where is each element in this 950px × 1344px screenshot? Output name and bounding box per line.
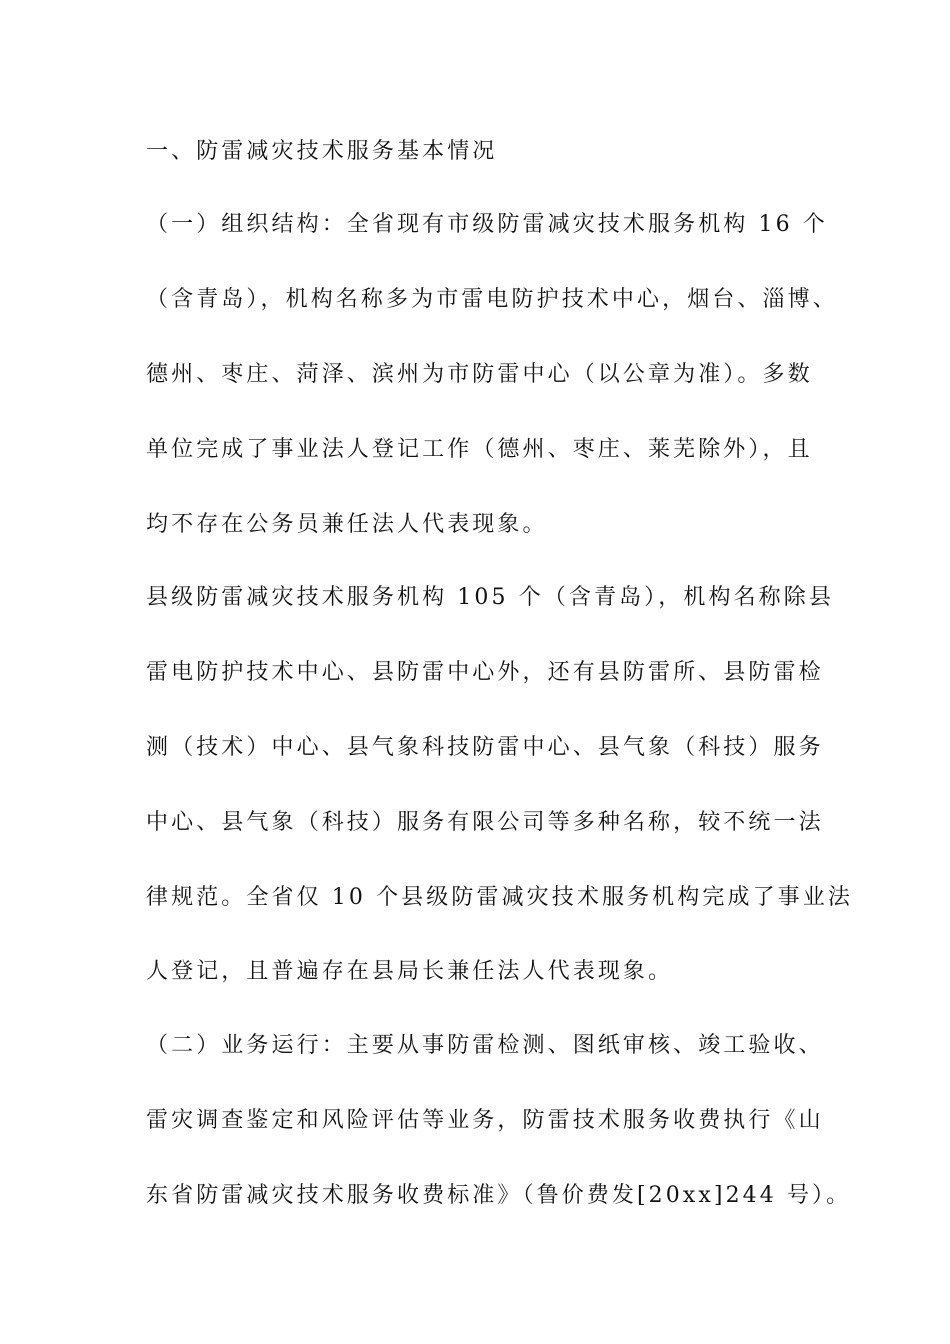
paragraph-line: 均不存在公务员兼任法人代表现象。 bbox=[146, 512, 548, 537]
paragraph-line: 雷灾调查鉴定和风险评估等业务，防雷技术服务收费执行《山 bbox=[146, 1108, 824, 1133]
paragraph-line: （二）业务运行：主要从事防雷检测、图纸审核、竣工验收、 bbox=[146, 1033, 824, 1058]
paragraph-line: 雷电防护技术中心、县防雷中心外，还有县防雷所、县防雷检 bbox=[146, 660, 824, 685]
paragraph-line: 单位完成了事业法人登记工作（德州、枣庄、莱芜除外），且 bbox=[146, 437, 813, 462]
paragraph-line: 县级防雷减灾技术服务机构 105 个（含青岛），机构名称除县 bbox=[146, 585, 834, 610]
paragraph-line: 测（技术）中心、县气象科技防雷中心、县气象（科技）服务 bbox=[146, 735, 824, 760]
paragraph-line: 中心、县气象（科技）服务有限公司等多种名称，较不统一法 bbox=[146, 810, 824, 835]
paragraph-line: 人登记，且普遍存在县局长兼任法人代表现象。 bbox=[146, 959, 674, 984]
paragraph-line: （含青岛），机构名称多为市雷电防护技术中心，烟台、淄博、 bbox=[146, 287, 838, 312]
paragraph-line: 东省防雷减灾技术服务收费标准》（鲁价费发[20xx]244 号）。 bbox=[146, 1183, 852, 1208]
section-heading: 一、防雷减灾技术服务基本情况 bbox=[146, 139, 498, 164]
paragraph-line: （一）组织结构：全省现有市级防雷减灾技术服务机构 16 个 bbox=[146, 212, 828, 237]
paragraph-line: 德州、枣庄、菏泽、滨州为市防雷中心（以公章为准）。多数 bbox=[146, 362, 813, 387]
paragraph-line: 律规范。全省仅 10 个县级防雷减灾技术服务机构完成了事业法 bbox=[146, 885, 853, 910]
